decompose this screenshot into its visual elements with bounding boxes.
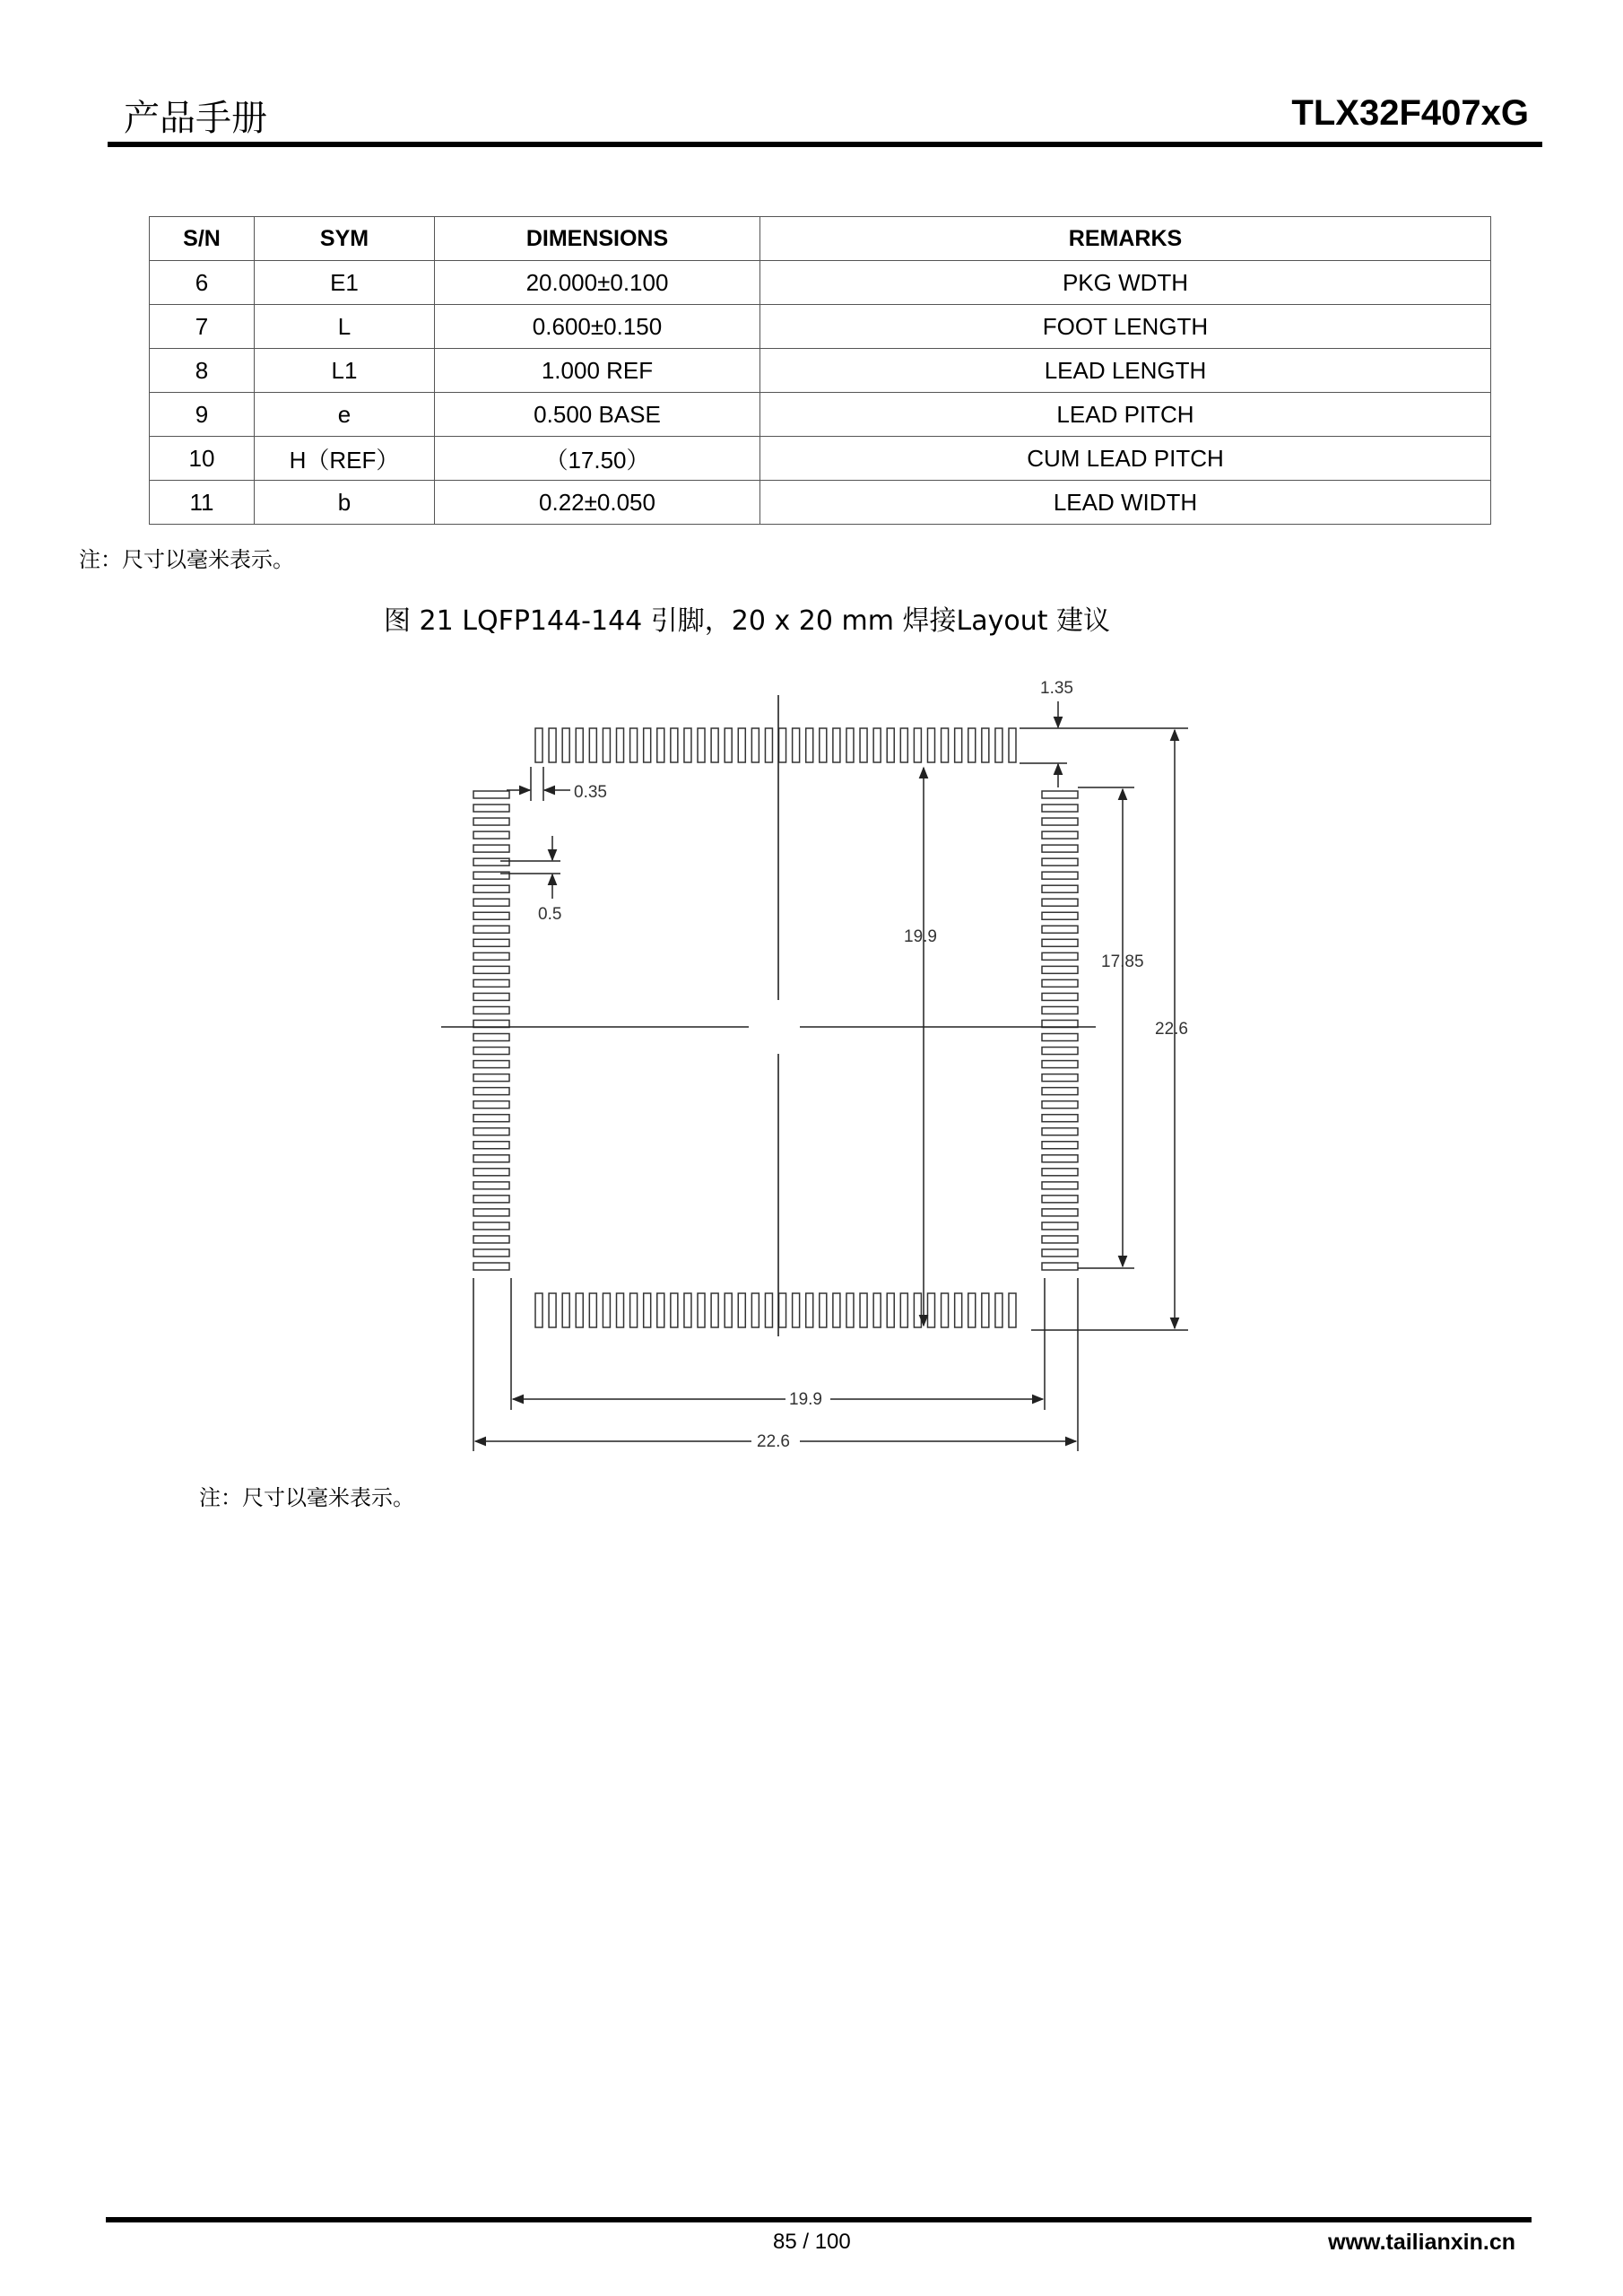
- solder-pad: [927, 1293, 934, 1327]
- website-url: www.tailianxin.cn: [1328, 2230, 1515, 2255]
- solder-pad: [1042, 1169, 1078, 1176]
- solder-pad: [473, 1142, 509, 1149]
- solder-pad: [473, 804, 509, 812]
- solder-pad: [806, 728, 813, 762]
- solder-pad: [473, 926, 509, 933]
- solder-pad: [473, 1169, 509, 1176]
- pad-row-top: [535, 728, 1016, 762]
- solder-pad: [473, 993, 509, 1000]
- table-cell: CUM LEAD PITCH: [760, 437, 1491, 481]
- solder-pad: [473, 1236, 509, 1243]
- solder-pad: [1042, 1249, 1078, 1257]
- solder-pad: [473, 818, 509, 825]
- page-number: 85 / 100: [773, 2230, 851, 2254]
- solder-pad: [1042, 1222, 1078, 1230]
- solder-pad: [473, 1006, 509, 1013]
- table-cell: LEAD LENGTH: [760, 349, 1491, 393]
- label-row-span: 17.85: [1101, 952, 1144, 971]
- solder-pad: [765, 728, 772, 762]
- solder-pad: [549, 728, 556, 762]
- solder-pad: [738, 1293, 745, 1327]
- solder-pad: [603, 728, 610, 762]
- solder-pad: [1042, 1263, 1078, 1270]
- solder-pad: [725, 728, 732, 762]
- solder-pad: [968, 728, 976, 762]
- solder-pad: [1042, 858, 1078, 865]
- solder-pad: [576, 1293, 583, 1327]
- solder-pad: [1042, 1061, 1078, 1068]
- solder-pad: [473, 858, 509, 865]
- solder-pad: [914, 728, 921, 762]
- solder-pad: [1042, 1048, 1078, 1055]
- label-outer-span-v: 22.6: [1155, 1020, 1188, 1039]
- table-cell: E1: [255, 261, 435, 305]
- solder-pad: [1042, 912, 1078, 919]
- pad-column-left: [473, 791, 509, 1270]
- table-cell: 0.600±0.150: [435, 305, 760, 349]
- solder-pad: [589, 728, 596, 762]
- solder-pad: [562, 728, 569, 762]
- solder-pad: [1042, 804, 1078, 812]
- solder-pad: [1042, 1142, 1078, 1149]
- solder-pad: [473, 1263, 509, 1270]
- solder-pad: [1042, 939, 1078, 946]
- pad-column-right: [1042, 791, 1078, 1270]
- solder-pad: [779, 728, 786, 762]
- solder-pad: [535, 1293, 542, 1327]
- solder-pad: [846, 728, 854, 762]
- solder-pad: [576, 728, 583, 762]
- column-header: DIMENSIONS: [435, 217, 760, 261]
- table-cell: 11: [150, 481, 255, 525]
- solder-pad: [860, 728, 867, 762]
- solder-pad: [473, 1048, 509, 1055]
- dimension-lines: [473, 701, 1188, 1451]
- column-header: S/N: [150, 217, 255, 261]
- figure-caption: 图 21 LQFP144-144 引脚，20 x 20 mm 焊接Layout 建议: [384, 605, 1111, 637]
- solder-pad: [644, 728, 651, 762]
- solder-pad: [982, 1293, 989, 1327]
- solder-pad: [473, 912, 509, 919]
- solder-pad: [1042, 1128, 1078, 1135]
- solder-pad: [473, 1222, 509, 1230]
- solder-pad: [473, 952, 509, 960]
- table-cell: 0.500 BASE: [435, 393, 760, 437]
- column-header: REMARKS: [760, 217, 1491, 261]
- table-cell: 6: [150, 261, 255, 305]
- solder-pad: [900, 1293, 907, 1327]
- solder-pad: [1042, 791, 1078, 798]
- table-cell: L1: [255, 349, 435, 393]
- solder-pad: [698, 1293, 705, 1327]
- solder-pad: [779, 1293, 786, 1327]
- solder-pad: [942, 1293, 949, 1327]
- solder-pad: [1042, 1182, 1078, 1189]
- solder-pad: [473, 1115, 509, 1122]
- dimension-labels: [538, 679, 1188, 1454]
- label-top-gap: 1.35: [1040, 679, 1073, 698]
- document-title: 产品手册: [124, 98, 267, 139]
- solder-pad: [473, 1249, 509, 1257]
- solder-pad: [765, 1293, 772, 1327]
- solder-pad: [793, 728, 800, 762]
- solder-pad: [562, 1293, 569, 1327]
- footer-divider: [106, 2217, 1532, 2222]
- solder-pad: [1042, 979, 1078, 987]
- solder-pad: [1009, 1293, 1016, 1327]
- solder-pad: [473, 1074, 509, 1082]
- solder-pad: [549, 1293, 556, 1327]
- table-cell: H（REF）: [255, 437, 435, 481]
- solder-pad: [473, 1155, 509, 1162]
- solder-pad: [1042, 966, 1078, 973]
- part-number: TLX32F407xG: [1291, 93, 1529, 133]
- solder-pad: [617, 1293, 624, 1327]
- solder-pad: [473, 1128, 509, 1135]
- solder-pad: [603, 1293, 610, 1327]
- solder-pad: [900, 728, 907, 762]
- table-cell: （17.50）: [435, 437, 760, 481]
- table-cell: FOOT LENGTH: [760, 305, 1491, 349]
- solder-pad: [684, 1293, 691, 1327]
- table-cell: b: [255, 481, 435, 525]
- solder-pad: [473, 1209, 509, 1216]
- table-cell: 9: [150, 393, 255, 437]
- label-inner-span-h: 19.9: [789, 1390, 822, 1409]
- solder-pad: [887, 728, 894, 762]
- table-cell: PKG WDTH: [760, 261, 1491, 305]
- solder-pad: [982, 728, 989, 762]
- units-note-figure: 注：尺寸以毫米表示。: [199, 1485, 414, 1510]
- solder-pad: [473, 1182, 509, 1189]
- solder-pad: [833, 1293, 840, 1327]
- solder-pad: [873, 1293, 881, 1327]
- solder-pad: [738, 728, 745, 762]
- solder-pad: [473, 899, 509, 906]
- table-cell: L: [255, 305, 435, 349]
- solder-pad: [860, 1293, 867, 1327]
- solder-pad: [1042, 872, 1078, 879]
- solder-pad: [617, 728, 624, 762]
- solder-pad: [473, 1088, 509, 1095]
- solder-pad: [887, 1293, 894, 1327]
- solder-pad: [473, 791, 509, 798]
- solder-pad: [473, 979, 509, 987]
- solder-pad: [751, 1293, 759, 1327]
- table-cell: 10: [150, 437, 255, 481]
- table-cell: 8: [150, 349, 255, 393]
- solder-pad: [1042, 1074, 1078, 1082]
- solder-pad: [820, 1293, 827, 1327]
- solder-pad: [657, 728, 664, 762]
- solder-pad: [1042, 1006, 1078, 1013]
- solder-pad: [657, 1293, 664, 1327]
- solder-pad: [1042, 1236, 1078, 1243]
- solder-pad: [473, 1034, 509, 1041]
- solder-pad: [751, 728, 759, 762]
- solder-pad: [473, 845, 509, 852]
- solder-pad: [711, 728, 718, 762]
- solder-pad: [1042, 885, 1078, 892]
- solder-pad: [473, 966, 509, 973]
- solder-pad: [725, 1293, 732, 1327]
- solder-pad: [1009, 728, 1016, 762]
- label-inner-span-v: 19.9: [904, 927, 937, 946]
- table-cell: 1.000 REF: [435, 349, 760, 393]
- solder-pad: [473, 831, 509, 839]
- solder-pad: [473, 885, 509, 892]
- table-cell: LEAD WIDTH: [760, 481, 1491, 525]
- solder-pad: [995, 1293, 1002, 1327]
- table-cell: LEAD PITCH: [760, 393, 1491, 437]
- solder-pad: [1042, 926, 1078, 933]
- solder-pad: [1042, 993, 1078, 1000]
- solder-pad: [1042, 952, 1078, 960]
- table-cell: 7: [150, 305, 255, 349]
- solder-pad: [873, 728, 881, 762]
- solder-pad: [942, 728, 949, 762]
- solder-pad: [630, 1293, 638, 1327]
- solder-pad: [671, 1293, 678, 1327]
- solder-pad: [684, 728, 691, 762]
- solder-pad: [589, 1293, 596, 1327]
- solder-pad: [833, 728, 840, 762]
- solder-pad: [473, 1101, 509, 1109]
- solder-pad: [1042, 1115, 1078, 1122]
- table-cell: 0.22±0.050: [435, 481, 760, 525]
- solder-pad: [671, 728, 678, 762]
- solder-pad: [1042, 1101, 1078, 1109]
- solder-pad: [1042, 1034, 1078, 1041]
- center-lines: [441, 695, 1096, 1336]
- table-cell: e: [255, 393, 435, 437]
- solder-pad: [914, 1293, 921, 1327]
- solder-pad: [995, 728, 1002, 762]
- solder-pad: [535, 728, 542, 762]
- solder-pad: [820, 728, 827, 762]
- solder-pad: [1042, 1209, 1078, 1216]
- solder-pad: [846, 1293, 854, 1327]
- solder-pad: [1042, 1196, 1078, 1203]
- solder-pad: [473, 939, 509, 946]
- label-pitch: 0.5: [538, 905, 562, 924]
- solder-pad: [1042, 1088, 1078, 1095]
- solder-pad: [1042, 845, 1078, 852]
- solder-pad: [711, 1293, 718, 1327]
- solder-pad: [955, 1293, 962, 1327]
- pad-row-bottom: [535, 1293, 1016, 1327]
- solder-pad: [1042, 831, 1078, 839]
- solder-pad: [644, 1293, 651, 1327]
- label-outer-span-h: 22.6: [757, 1432, 790, 1451]
- solder-pad: [806, 1293, 813, 1327]
- units-note: 注：尺寸以毫米表示。: [79, 547, 294, 572]
- solder-pad: [793, 1293, 800, 1327]
- solder-pad: [1042, 1155, 1078, 1162]
- label-pad-width: 0.35: [574, 783, 607, 802]
- table-cell: 20.000±0.100: [435, 261, 760, 305]
- column-header: SYM: [255, 217, 435, 261]
- solder-pad: [968, 1293, 976, 1327]
- solder-pad: [927, 728, 934, 762]
- solder-pad: [698, 728, 705, 762]
- solder-pad: [473, 1061, 509, 1068]
- solder-pad: [955, 728, 962, 762]
- solder-pad: [1042, 818, 1078, 825]
- solder-pad: [473, 1196, 509, 1203]
- solder-pad: [1042, 899, 1078, 906]
- solder-pad: [630, 728, 638, 762]
